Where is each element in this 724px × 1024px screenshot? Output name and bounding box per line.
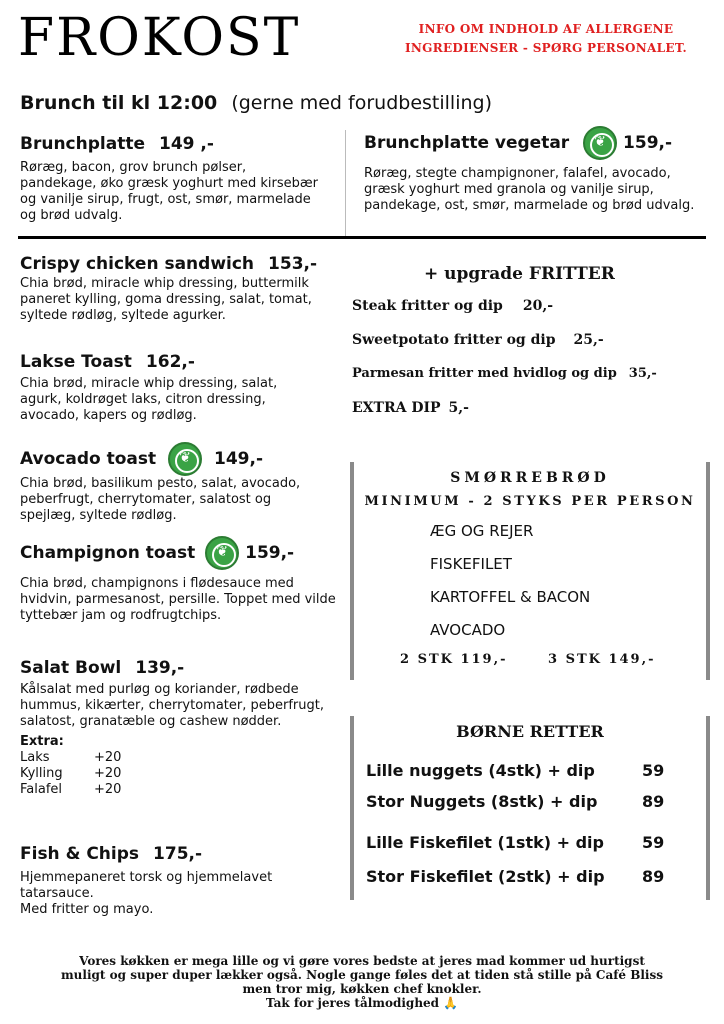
avocado-toast-desc: Chia brød, basilikum pesto, salat, avocado, peberfrugt, cherrytomater, salatost og spejlæg, syltede rødløg.: [20, 476, 301, 523]
lakse-toast-price: 162,-: [145, 352, 195, 372]
allergy-line-2: INGREDIENSER - SPØRG PERSONALET.: [404, 41, 688, 55]
smorrebrod-item: FISKEFILET: [430, 555, 512, 573]
kids-item-name: Stor Fiskefilet (2stk) + dip: [366, 867, 605, 886]
salat-extra-row: [20, 782, 350, 798]
brunch-heading: [20, 92, 492, 114]
salat-extra-row: [20, 766, 350, 782]
brunch-heading-note: (gerne med forudbestilling): [231, 92, 492, 114]
salat-extra-price: +20: [94, 766, 122, 781]
champignon-toast-name: Champignon toast: [20, 543, 196, 563]
brunchplatte-name: Brunchplatte: [20, 134, 145, 154]
upgrade-row: [352, 332, 604, 348]
brunchplatte-item: [20, 134, 340, 224]
lakse-toast-item: [20, 352, 350, 424]
upgrade-row: [352, 298, 553, 314]
avocado-toast-item: [20, 442, 350, 524]
smorrebrod-item: KARTOFFEL & BACON: [430, 588, 591, 606]
smorrebrod-price-2: 2 STK 119,-: [400, 652, 508, 667]
brunch-heading-title: Brunch til kl 12:00: [20, 92, 218, 114]
smorrebrod-item: AVOCADO: [430, 621, 506, 639]
smorrebrod-title: SMØRREBRØD: [450, 470, 610, 486]
fish-chips-item: [20, 844, 350, 918]
brunchplatte-vegetar-price: 159,-: [623, 133, 673, 153]
brunchplatte-title: [20, 134, 340, 154]
menu-logo: FROKOST: [18, 8, 301, 68]
champignon-toast-item: [20, 536, 350, 624]
champignon-toast-title: [20, 536, 350, 570]
upgrade-item-price: 35,-: [628, 366, 657, 381]
footer-line-3: men tror mig, køkken chef knokler.: [242, 982, 482, 996]
kids-item-name: Stor Nuggets (8stk) + dip: [366, 792, 598, 811]
upgrade-item-price: 5,-: [448, 400, 469, 416]
salat-bowl-title: [20, 658, 350, 678]
salat-extra-name: Laks: [20, 750, 50, 765]
chicken-sandwich-item: [20, 254, 350, 324]
footer-line-2: muligt og super duper lækker også. Nogle gange føles det at tiden stå stille på Café Bliss: [60, 968, 664, 982]
salat-extra-label: Extra:: [20, 734, 64, 749]
upgrade-item-name: Steak fritter og dip: [352, 298, 503, 314]
kids-menu-title: BØRNE RETTER: [456, 722, 604, 741]
kids-item-name: Lille Fiskefilet (1stk) + dip: [366, 833, 604, 852]
section-divider: [18, 236, 706, 239]
upgrade-row: [352, 400, 469, 416]
upgrade-item-name: Sweetpotato fritter og dip: [352, 332, 556, 348]
fish-chips-desc-2: Med fritter og mayo.: [20, 902, 154, 917]
allergy-line-1: INFO OM INDHOLD AF ALLERGENE: [418, 22, 674, 36]
salat-bowl-item: [20, 658, 350, 798]
upgrade-item-name: EXTRA DIP: [352, 400, 441, 416]
upgrade-fritter-title: + upgrade FRITTER: [424, 264, 615, 284]
champignon-toast-price: 159,-: [245, 543, 295, 563]
chicken-sandwich-title: [20, 254, 350, 274]
salat-bowl-name: Salat Bowl: [20, 658, 122, 678]
chicken-sandwich-desc: Chia brød, miracle whip dressing, buttermilk paneret kylling, goma dressing, salat, tomat, syltede rødløg, syltede agurker.: [20, 276, 312, 323]
kids-item-price: 59: [642, 833, 665, 852]
salat-extra-name: Kylling: [20, 766, 63, 781]
fish-chips-desc: Hjemmepaneret torsk og hjemmelavet tatarsauce.: [20, 870, 273, 901]
brunchplatte-vegetar-name: Brunchplatte vegetar: [364, 133, 570, 153]
footer-note: [20, 954, 704, 1010]
upgrade-item-name: Parmesan fritter med hvidlog og dip: [352, 366, 617, 381]
footer-line-4: Tak for jeres tålmodighed 🙏: [265, 996, 459, 1010]
salat-extra-price: +20: [94, 782, 122, 797]
avocado-toast-title: [20, 442, 350, 476]
brunchplatte-vegetar-desc: Røræg, stegte champignoner, falafel, avocado, græsk yoghurt med granola og vanilje sirup, pandekage, ost, smør, marmelade og brød udvalg.: [364, 166, 695, 213]
fish-chips-price: 175,-: [153, 844, 203, 864]
vegetarian-leaf-icon: [205, 536, 239, 570]
salat-extra-row: [20, 750, 350, 766]
avocado-toast-price: 149,-: [214, 449, 263, 469]
kids-item-name: Lille nuggets (4stk) + dip: [366, 761, 595, 780]
kids-item-price: 89: [642, 867, 665, 886]
brunchplatte-price: 149 ,-: [158, 134, 214, 154]
allergy-notice: [388, 20, 704, 58]
footer-line-1: Vores køkken er mega lille og vi gøre vores bedste at jeres mad kommer ud hurtigst: [79, 954, 645, 968]
avocado-toast-name: Avocado toast: [20, 449, 157, 469]
upgrade-row: [352, 366, 657, 381]
lakse-toast-title: [20, 352, 350, 372]
smorrebrod-subtitle: MINIMUM - 2 STYKS PER PERSON: [364, 494, 696, 509]
chicken-sandwich-name: Crispy chicken sandwich: [20, 254, 255, 274]
brunchplatte-desc: Røræg, bacon, grov brunch pølser, pandekage, øko græsk yoghurt med kirsebær og vanilje sirup, frugt, ost, smør, marmelade og brød udvalg.: [20, 160, 319, 223]
brunchplatte-vegetar-item: [364, 126, 704, 214]
vegetarian-leaf-icon: [168, 442, 202, 476]
salat-extra-price: +20: [94, 750, 122, 765]
chicken-sandwich-price: 153,-: [268, 254, 318, 274]
lakse-toast-name: Lakse Toast: [20, 352, 132, 372]
brunchplatte-vegetar-title: [364, 126, 704, 160]
salat-extra-name: Falafel: [20, 782, 63, 797]
smorrebrod-price-3: 3 STK 149,-: [548, 652, 656, 667]
fish-chips-name: Fish & Chips: [20, 844, 140, 864]
salat-bowl-price: 139,-: [135, 658, 185, 678]
champignon-toast-desc: Chia brød, champignons i flødesauce med hvidvin, parmesanost, persille. Toppet med vilde tyttebær jam og rodfrugtchips.: [20, 576, 336, 623]
upgrade-item-price: 25,-: [573, 332, 604, 348]
smorrebrod-item: ÆG OG REJER: [430, 522, 534, 540]
upgrade-item-price: 20,-: [522, 298, 554, 314]
vegetarian-leaf-icon: [583, 126, 617, 160]
lakse-toast-desc: Chia brød, miracle whip dressing, salat, agurk, koldrøget laks, citron dressing, avocado, kapers og rødløg.: [20, 376, 278, 423]
salat-bowl-desc: Kålsalat med purløg og koriander, rødbede hummus, kikærter, cherrytomater, peberfrugt, salatost, granatæble og cashew nødder.: [20, 682, 324, 729]
kids-item-price: 59: [642, 761, 665, 780]
kids-item-price: 89: [642, 792, 665, 811]
fish-chips-title: [20, 844, 350, 864]
brunch-column-divider: [345, 130, 346, 236]
